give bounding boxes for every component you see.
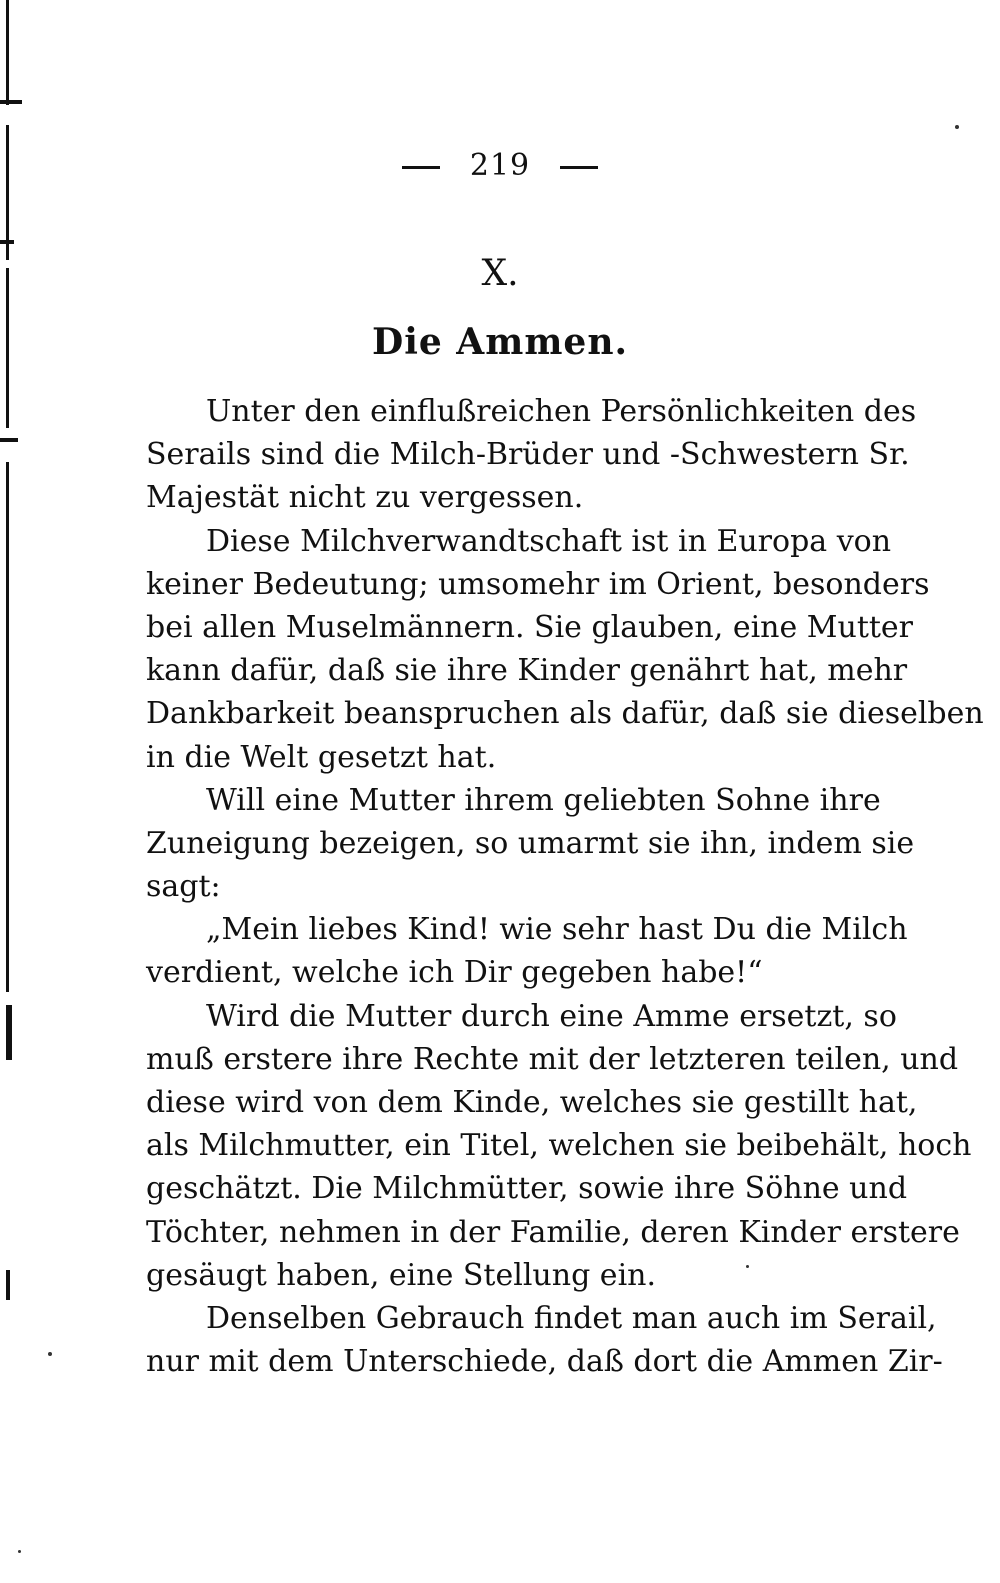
page-number: 219	[469, 148, 531, 183]
text-line: Unter den einflußreichen Persönlichkeiten des	[206, 394, 917, 429]
text-line: verdient, welche ich Dir gegeben habe!“	[146, 955, 763, 991]
binding-edge-tick	[0, 240, 14, 244]
chapter-title: Die Ammen.	[371, 321, 629, 363]
text-line: in die Welt gesetzt hat.	[146, 739, 497, 775]
speck	[48, 1352, 52, 1356]
text-line: „Mein liebes Kind! wie sehr hast Du die Milch	[206, 912, 908, 948]
text-line: Töchter, nehmen in der Familie, deren Kinder erstere	[146, 1214, 960, 1250]
text-line: gesäugt haben, eine Stellung ein.	[146, 1257, 657, 1293]
text-line: Majestät nicht zu vergessen.	[146, 480, 584, 516]
speck	[18, 1550, 21, 1553]
text-line: sagt:	[146, 869, 221, 905]
text-line: muß erstere ihre Rechte mit der letzteren teilen, und	[146, 1041, 959, 1077]
text-line: Dankbarkeit beanspruchen als dafür, daß sie dieselben	[146, 696, 984, 732]
text-line: Zuneigung bezeigen, so umarmt sie ihn, indem sie	[146, 825, 915, 861]
binding-edge-tick	[0, 438, 18, 442]
text-line: geschätzt. Die Milchmütter, sowie ihre Söhne und	[146, 1171, 908, 1207]
binding-edge-line	[6, 462, 9, 992]
body-text	[146, 390, 984, 1383]
text-line: als Milchmutter, ein Titel, welchen sie beibehält, hoch	[146, 1128, 972, 1164]
header-dash	[402, 166, 440, 169]
text-line: bei allen Muselmännern. Sie glauben, eine Mutter	[146, 609, 914, 645]
binding-edge-line	[6, 0, 9, 105]
text-line: Wird die Mutter durch eine Amme ersetzt, so	[206, 998, 897, 1034]
header-dash	[560, 166, 598, 169]
text-line: Will eine Mutter ihrem geliebten Sohne ihre	[206, 782, 881, 818]
chapter-number: X.	[481, 253, 519, 294]
speck	[955, 125, 959, 129]
binding-edge-line	[6, 1005, 12, 1060]
text-line: nur mit dem Unterschiede, daß dort die Ammen Zir-	[146, 1344, 943, 1380]
text-line: Denselben Gebrauch findet man auch im Serail,	[206, 1300, 937, 1336]
text-line: Serails sind die Milch-Brüder und -Schwestern Sr.	[146, 437, 910, 473]
page-header	[0, 148, 1000, 183]
binding-edge-line	[6, 1270, 10, 1300]
text-line: keiner Bedeutung; umsomehr im Orient, besonders	[146, 566, 930, 602]
text-line: Diese Milchverwandtschaft ist in Europa von	[206, 523, 892, 559]
text-line: kann dafür, daß sie ihre Kinder genährt hat, mehr	[146, 653, 908, 689]
text-line: diese wird von dem Kinde, welches sie gestillt hat,	[146, 1085, 918, 1120]
binding-edge-tick	[0, 100, 22, 104]
